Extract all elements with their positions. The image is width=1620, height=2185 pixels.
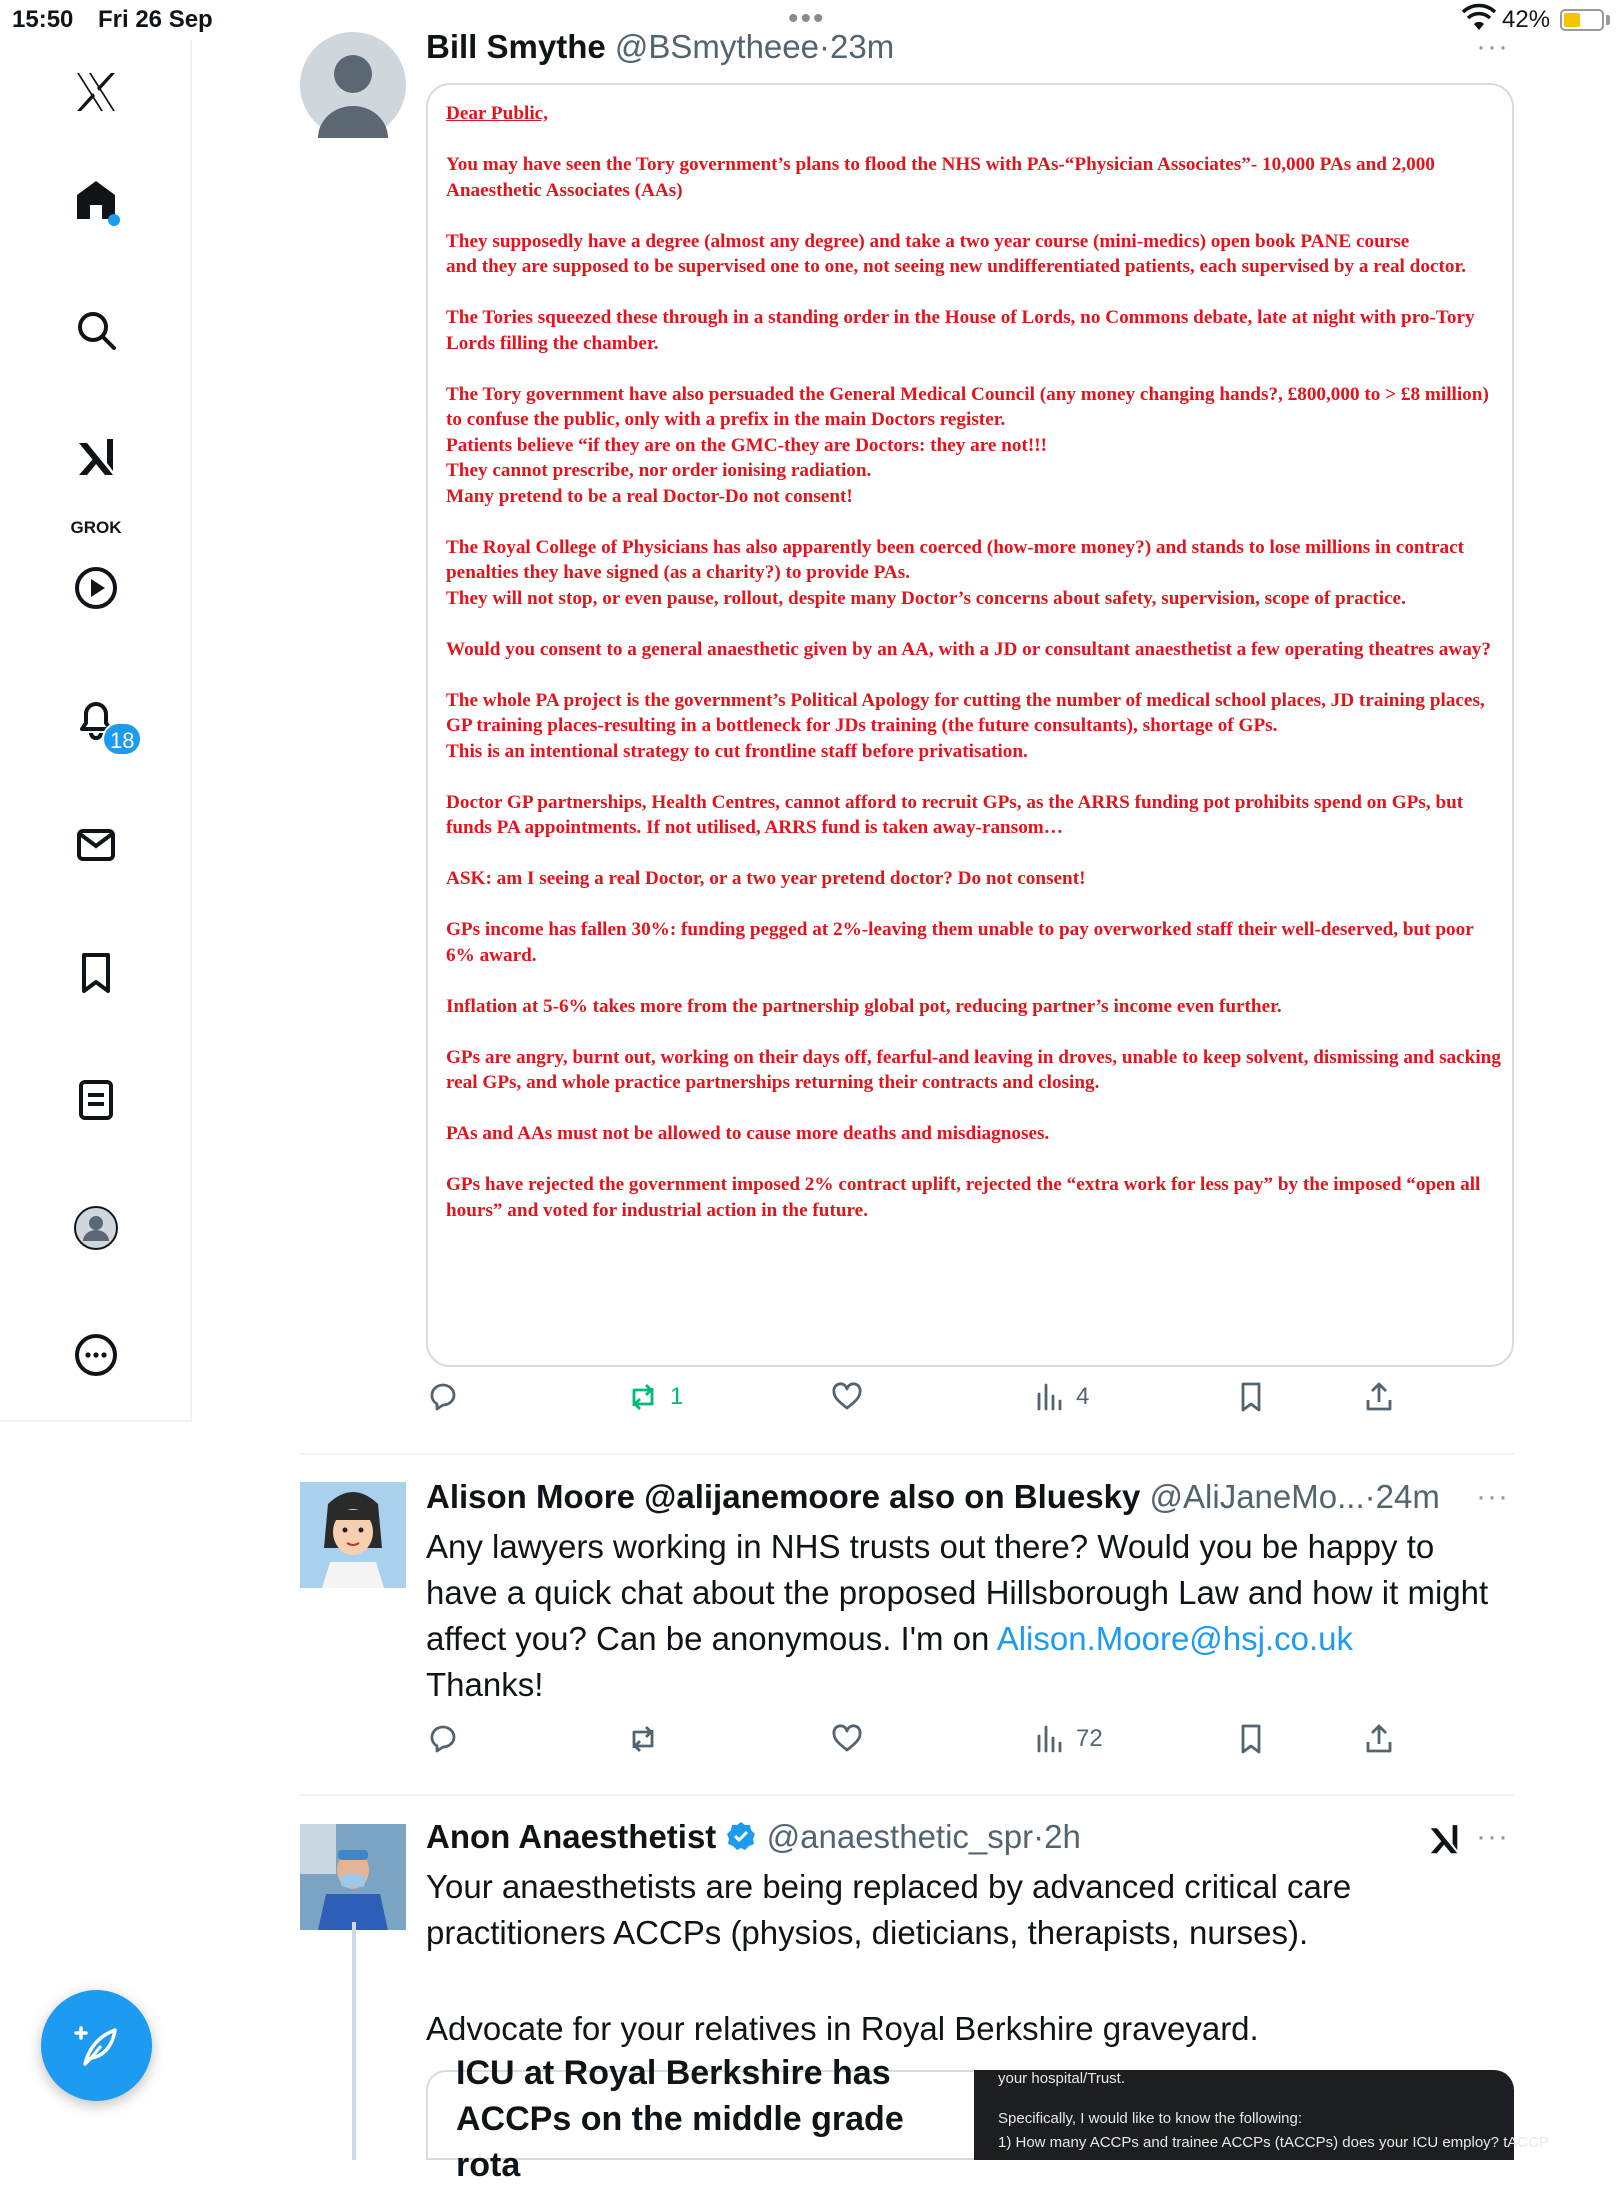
- sidebar-divider: [0, 1420, 192, 1422]
- media-text-3: 1) How many ACCPs and trainee ACCPs (tACCPs) does your ICU employ? tACCP: [998, 2134, 1550, 2151]
- tweet-more-icon[interactable]: ···: [1476, 30, 1509, 63]
- letter-paragraph: Inflation at 5-6% takes more from the partnership global pot, reducing partner’s income even further.: [446, 995, 1282, 1017]
- letter-paragraph: Doctor GP partnerships, Health Centres, cannot afford to recruit GPs, as the ARRS funding pot prohibits spend on GPs, but funds PA appointments. If not utilised, ARRS fund is taken away-ransom…: [446, 791, 1464, 838]
- letter-paragraph: They supposedly have a degree (almost any degree) and take a two year course (mini-medics) open book PANE course and they are supposed to be supervised one to one, not seeing new undifferentiated patients, each supervised by a real doctor.: [446, 230, 1466, 277]
- letter-paragraph: GPs have rejected the government imposed 2% contract uplift, rejected the “extra work for less pay” by the imposed “open all hours” and voted for industrial action in the future.: [446, 1174, 1481, 1221]
- tweet-time[interactable]: 2h: [1044, 1818, 1081, 1855]
- grok-explain-icon[interactable]: [1426, 1822, 1462, 1858]
- tweet-time[interactable]: 24m: [1375, 1478, 1440, 1515]
- status-time: 15:50: [12, 6, 74, 33]
- tweet-actions: [426, 1380, 1426, 1430]
- tweet-text-closing: Thanks!: [426, 1666, 544, 1703]
- views-count: 4: [1076, 1383, 1090, 1410]
- tweet-text-line1: Your anaesthetists are being replaced by advanced critical care practitioners ACCPs (physios, dieticians, therapists, nurses).: [426, 1868, 1352, 1951]
- reply-button[interactable]: [426, 1380, 460, 1414]
- share-button[interactable]: [1362, 1380, 1396, 1414]
- home-unread-dot: [108, 214, 120, 226]
- tweet-divider: [300, 1453, 1514, 1455]
- profile-icon[interactable]: [66, 1198, 126, 1258]
- media-heading-top: ICU at Royal Berkshire has: [456, 2054, 891, 2092]
- like-button[interactable]: [830, 1722, 864, 1756]
- tweet-divider: [300, 1794, 1514, 1796]
- letter-title: Dear Public,: [446, 103, 548, 124]
- tweet-image[interactable]: [426, 83, 1514, 1367]
- letter-paragraph: ASK: am I seeing a real Doctor, or a two year pretend doctor? Do not consent!: [446, 868, 1086, 889]
- avatar[interactable]: [300, 1482, 406, 1588]
- tweet-text: [426, 1864, 1506, 1956]
- reply-button[interactable]: [426, 1722, 460, 1756]
- letter-paragraph: The Tory government have also persuaded the General Medical Council (any money changing hands?, £800,000 to > £8 million) to confuse the public, only with a prefix in the main Doctors register. Patients believe “if they are on the GMC-they are Doctors: they are not!!! They cannot prescribe, nor order ionising radiation. Many pretend to be a real Doctor-Do not consent!: [446, 383, 1489, 507]
- tweet-text: [426, 1524, 1506, 1708]
- views-button[interactable]: [1032, 1380, 1089, 1414]
- bookmark-button[interactable]: [1234, 1722, 1268, 1756]
- author-handle[interactable]: @BSmytheee: [614, 28, 819, 65]
- lists-icon[interactable]: [66, 1070, 126, 1130]
- avatar[interactable]: [300, 1824, 406, 1930]
- video-icon[interactable]: [66, 558, 126, 618]
- media-text-2: Specifically, I would like to know the following:: [998, 2110, 1303, 2127]
- battery-tip: [1606, 15, 1610, 25]
- retweet-button[interactable]: [626, 1380, 683, 1414]
- views-button[interactable]: [1032, 1722, 1103, 1756]
- media-image-right[interactable]: [974, 2070, 1550, 2160]
- tweet-header: [426, 28, 894, 66]
- author-name[interactable]: Anon Anaesthetist: [426, 1818, 717, 1855]
- views-count: 72: [1076, 1725, 1103, 1752]
- bookmark-icon[interactable]: [66, 943, 126, 1003]
- tweet-actions: [426, 1722, 1426, 1772]
- sidebar: [0, 40, 192, 1420]
- letter-paragraph: PAs and AAs must not be allowed to cause more deaths and misdiagnoses.: [446, 1123, 1050, 1144]
- avatar[interactable]: [300, 32, 406, 138]
- author-handle[interactable]: @anaesthetic_spr: [766, 1818, 1034, 1855]
- letter-text: [446, 101, 1501, 1249]
- like-button[interactable]: [830, 1380, 864, 1414]
- notifications-badge: 18: [102, 722, 142, 756]
- compose-button[interactable]: [41, 1990, 152, 2101]
- email-link[interactable]: Alison.Moore@hsj.co.uk: [996, 1620, 1354, 1657]
- letter-paragraph: The Royal College of Physicians has also apparently been coerced (how-more money?) and stands to lose millions in contract penalties they have signed (as a charity?) to provide PAs. They will not stop, or even pause, rollout, despite many Doctor’s concerns about safety, supervision, scope of practice.: [446, 536, 1464, 609]
- letter-paragraph: You may have seen the Tory government’s plans to flood the NHS with PAs-“Physician Associates”- 10,000 PAs and 2,000 Anaesthetic Associates (AAs): [446, 154, 1435, 201]
- grok-label: GROK: [70, 518, 122, 537]
- compose-feather-icon: [71, 2020, 123, 2072]
- mail-icon[interactable]: [66, 815, 126, 875]
- separator: ·: [1364, 1478, 1376, 1515]
- more-icon[interactable]: [66, 1325, 126, 1385]
- letter-paragraph: GPs are angry, burnt out, working on their days off, fearful-and leaving in droves, unable to keep solvent, dismissing and sacking real GPs, and whole practice partnerships returning their contracts and closing.: [446, 1046, 1501, 1093]
- tweet-header: [426, 1818, 1081, 1860]
- retweet-count: 1: [670, 1383, 684, 1410]
- status-date: Fri 26 Sep: [98, 6, 213, 33]
- author-name[interactable]: Bill Smythe: [426, 28, 606, 65]
- media-heading-mid: ACCPs on the middle grade: [456, 2100, 904, 2138]
- media-image-left[interactable]: [426, 2054, 974, 2184]
- tweet-text-body: Any lawyers working in NHS trusts out there? Would you be happy to have a quick chat about the proposed Hillsborough Law and how it might affect you? Can be anonymous. I'm on: [426, 1528, 1489, 1657]
- verified-badge-icon: [725, 1820, 757, 1860]
- grok-icon[interactable]: [66, 428, 126, 488]
- tweet-more-icon[interactable]: ···: [1476, 1480, 1509, 1513]
- letter-paragraph: Would you consent to a general anaesthetic given by an AA, with a JD or consultant anaesthetist a few operating theatres away?: [446, 638, 1491, 660]
- battery-percent: 42%: [1502, 6, 1551, 33]
- letter-paragraph: The whole PA project is the government’s Political Apology for cutting the number of medical school places, JD training places, GP training places-resulting in a bottleneck for JDs training (the future consultants), shortage of GPs. This is an intentional strategy to cut frontline staff before privatisation.: [446, 689, 1485, 762]
- letter-paragraph: The Tories squeezed these through in a standing order in the House of Lords, no Commons debate, late at night with pro-Tory Lords filling the chamber.: [446, 307, 1475, 354]
- tweet-time[interactable]: 23m: [829, 28, 895, 65]
- letter-paragraph: GPs income has fallen 30%: funding pegged at 2%-leaving them unable to pay overworked staff their well-deserved, but poor 6% award.: [446, 919, 1474, 966]
- share-button[interactable]: [1362, 1722, 1396, 1756]
- bookmark-button[interactable]: [1234, 1380, 1268, 1414]
- author-handle[interactable]: @AliJaneMo...: [1149, 1478, 1365, 1515]
- retweet-button[interactable]: [626, 1722, 660, 1756]
- multitask-dots-icon[interactable]: •••: [788, 2, 826, 35]
- x-logo-icon[interactable]: [66, 62, 126, 122]
- battery-icon: [1560, 9, 1604, 31]
- media-text-1: your hospital/Trust.: [998, 2070, 1125, 2087]
- thread-line: [352, 1922, 356, 2160]
- search-icon[interactable]: [66, 300, 126, 360]
- tweet-text: [426, 2006, 1506, 2052]
- tweet-more-icon[interactable]: ···: [1476, 1820, 1509, 1853]
- tweet-header: [426, 1478, 1440, 1516]
- author-name[interactable]: Alison Moore @alijanemoore also on Bluesky: [426, 1478, 1141, 1515]
- media-heading-bot: rota: [456, 2146, 521, 2184]
- separator: ·: [818, 28, 830, 65]
- tweet-text-line2: Advocate for your relatives in Royal Berkshire graveyard.: [426, 2010, 1259, 2047]
- separator: ·: [1033, 1818, 1045, 1855]
